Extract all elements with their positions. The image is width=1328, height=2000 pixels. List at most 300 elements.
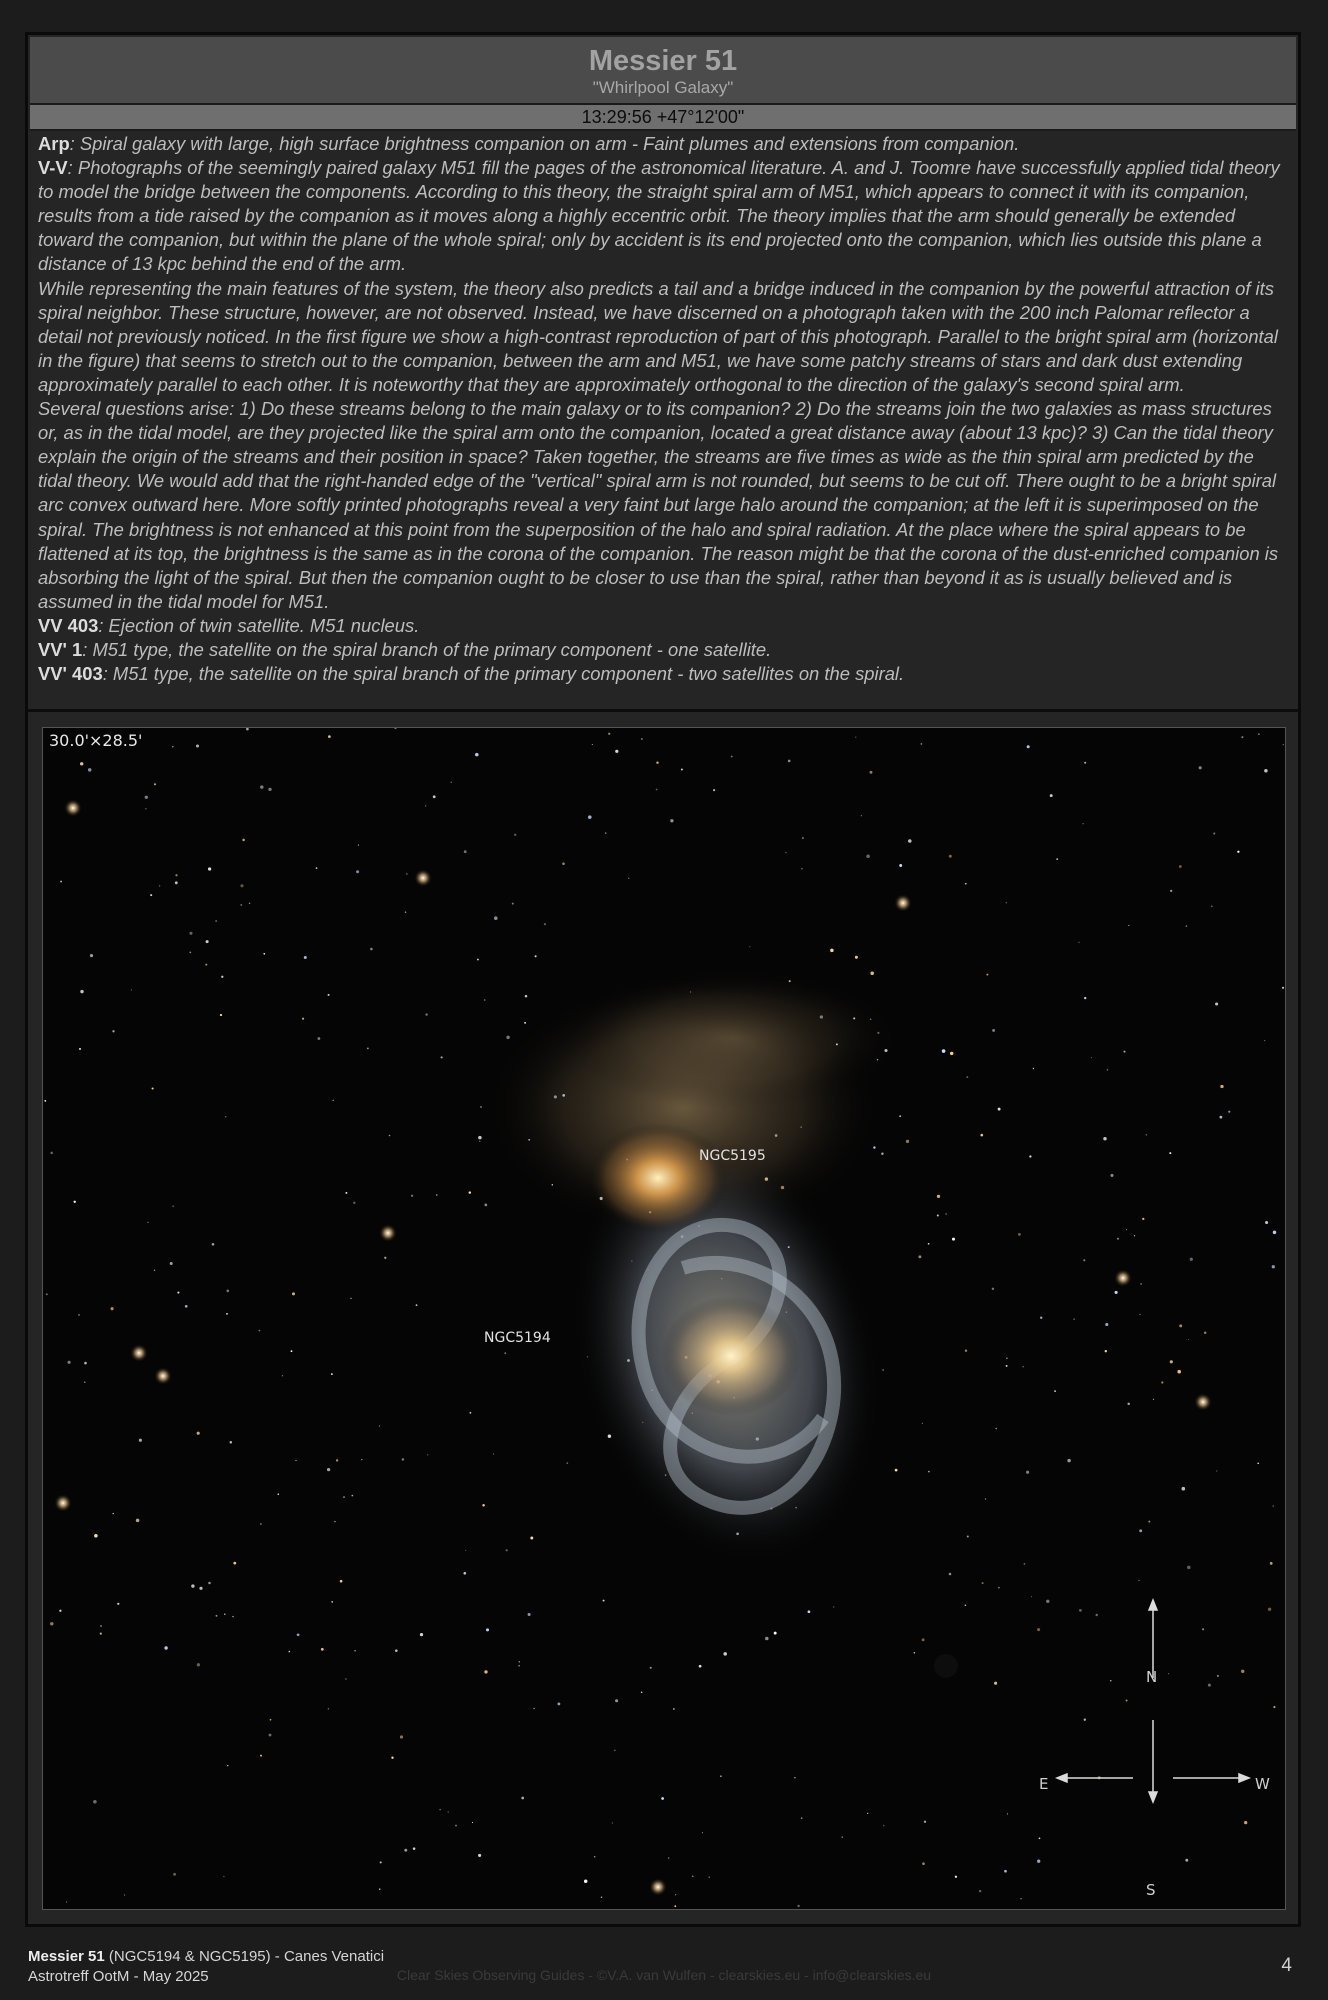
star	[808, 1610, 811, 1613]
star	[603, 1600, 605, 1602]
star	[899, 864, 902, 867]
footer-object-details: (NGC5194 & NGC5195) - Canes Venatici	[104, 1948, 385, 1965]
star	[406, 873, 407, 874]
star	[328, 994, 330, 996]
star	[379, 1426, 380, 1427]
star	[220, 1014, 222, 1016]
star	[472, 1822, 473, 1823]
star	[906, 1140, 909, 1143]
star	[197, 1432, 200, 1435]
star	[982, 1582, 984, 1584]
star	[189, 932, 192, 935]
bright-star	[379, 1224, 397, 1242]
star	[1056, 858, 1058, 860]
star	[295, 1460, 296, 1461]
star	[1161, 1381, 1163, 1383]
star	[692, 1876, 694, 1878]
bright-star	[1194, 1393, 1212, 1411]
star	[661, 1797, 664, 1800]
star	[1188, 1339, 1189, 1340]
coordinates-bar: 13:29:56 +47°12'00"	[30, 105, 1296, 131]
star	[334, 1521, 335, 1522]
star	[1153, 1399, 1154, 1400]
star	[641, 738, 642, 739]
star	[1105, 1323, 1108, 1326]
star	[331, 1373, 333, 1375]
star	[675, 1894, 676, 1895]
star	[451, 782, 452, 783]
note-tag: VV' 1	[38, 638, 83, 660]
star	[175, 881, 178, 884]
star	[1091, 1057, 1092, 1058]
star	[1190, 1258, 1193, 1261]
star	[345, 1192, 347, 1194]
star	[544, 923, 546, 925]
star	[562, 863, 565, 866]
star	[205, 964, 207, 966]
star	[788, 760, 791, 763]
star	[147, 1222, 148, 1223]
star	[594, 1856, 596, 1858]
star	[112, 1030, 114, 1032]
star	[1139, 1314, 1140, 1315]
star	[528, 1613, 531, 1616]
star	[400, 1735, 403, 1738]
star	[949, 1573, 952, 1576]
star	[268, 788, 271, 791]
star	[979, 1890, 981, 1892]
star	[464, 850, 467, 853]
star	[227, 1765, 228, 1766]
bright-star	[154, 1367, 172, 1385]
star	[1244, 1821, 1247, 1824]
star	[1083, 823, 1084, 824]
star	[942, 1049, 946, 1053]
star	[1208, 1684, 1211, 1687]
star	[955, 1876, 957, 1878]
star	[557, 1702, 560, 1705]
star	[1187, 1566, 1191, 1570]
star	[111, 1307, 114, 1310]
star	[68, 1361, 71, 1364]
star	[340, 1580, 343, 1583]
star	[673, 1708, 674, 1709]
star	[797, 1905, 799, 1907]
star	[212, 1243, 215, 1246]
star	[524, 1022, 526, 1024]
star	[494, 916, 498, 920]
star	[866, 855, 870, 859]
label-ngc5194: NGC5194	[484, 1330, 551, 1346]
star	[484, 1204, 487, 1207]
star	[59, 1610, 61, 1612]
page-title: Messier 51	[588, 45, 738, 77]
star	[681, 768, 683, 770]
star	[967, 1536, 969, 1538]
bright-star	[1114, 1269, 1132, 1287]
star	[225, 1116, 226, 1117]
star	[1024, 1563, 1026, 1565]
star	[226, 1313, 228, 1315]
star	[980, 1134, 983, 1137]
star	[441, 1056, 443, 1058]
star	[965, 1605, 967, 1607]
star	[922, 1423, 923, 1424]
star	[172, 1205, 174, 1207]
star	[208, 1582, 211, 1585]
star	[469, 1191, 471, 1193]
note-text: : Spiral galaxy with large, high surface brightness companion on arm - Faint plumes and extensions from companion.	[69, 133, 1020, 154]
star	[986, 974, 988, 976]
star	[1084, 997, 1086, 999]
star	[79, 1048, 81, 1050]
star	[1237, 851, 1239, 853]
star	[1039, 1837, 1041, 1839]
star	[702, 1832, 703, 1833]
star	[668, 1857, 669, 1858]
star	[1202, 1628, 1204, 1630]
note-paragraph	[38, 638, 1290, 662]
star	[448, 1811, 449, 1812]
star	[656, 789, 658, 791]
star	[361, 1459, 362, 1460]
star	[333, 1100, 334, 1101]
page-number: 4	[1281, 1955, 1292, 1976]
star	[292, 1292, 295, 1295]
galaxy-image	[42, 727, 1286, 1910]
star	[327, 1468, 330, 1471]
star	[928, 1471, 930, 1473]
star	[1258, 733, 1259, 734]
star	[1110, 1174, 1113, 1177]
star	[1216, 1470, 1217, 1471]
note-paragraph	[38, 277, 1290, 397]
note-text: Several questions arise: 1) Do these streams belong to the main galaxy or to its companion? 2) Do the streams join the two galaxies as mass structures or, as in the tidal model, are they projected like the spiral arm onto the companion, located a great distance away (about 13 kpc)? 3) Can the tidal theory explain the origin of the streams and their position in space? Taken together, the streams are five times as wide as the thin spiral arm predicted by the tidal theory. We would add that the right-handed edge of the "vertical" spiral arm is not rounded, but seems to be cut off. There ought to be a bright spiral arc convex outward here. More softly printed photographs reveal a very faint but large halo around the companion; at the left it is superimposed on the spiral. The brightness is not enhanced at this point from the superposition of the halo and spiral radiation. At the place where the spiral appears to be flattened at its top, the brightness is the same as in the corona of the companion. The reason might be that the corona of the dust-enriched companion is absorbing the light of the spiral. But then the companion ought to be closer to use than the spiral, rather than beyond it as is usually believed and is assumed in the tidal model for M51.	[38, 398, 1279, 612]
star	[1139, 1529, 1142, 1532]
star	[922, 1638, 925, 1641]
star	[966, 1076, 968, 1078]
star-field-image	[43, 728, 1285, 1909]
note-paragraph	[38, 156, 1290, 276]
star	[317, 1037, 320, 1040]
star	[1110, 1680, 1111, 1681]
star	[260, 1523, 262, 1525]
star	[709, 1877, 710, 1878]
description-text	[38, 132, 1290, 707]
star	[136, 1519, 140, 1523]
star	[749, 946, 750, 947]
star	[1115, 1291, 1118, 1294]
star	[1179, 1324, 1182, 1327]
star	[535, 955, 537, 957]
star	[370, 948, 373, 951]
star	[50, 1622, 53, 1625]
star	[191, 1584, 194, 1587]
star	[328, 735, 331, 738]
star	[240, 884, 243, 887]
star	[670, 819, 673, 822]
star	[230, 1441, 233, 1444]
star	[343, 1496, 345, 1498]
star	[189, 951, 191, 953]
star	[992, 1288, 994, 1290]
star	[1128, 925, 1129, 926]
star	[1054, 1390, 1056, 1392]
star	[801, 1817, 802, 1818]
star	[1117, 1238, 1119, 1240]
note-tag: V-V	[38, 157, 68, 179]
star	[985, 1498, 986, 1499]
star	[175, 874, 177, 876]
star	[1241, 736, 1243, 738]
star	[952, 1238, 955, 1241]
tidal-plume	[563, 968, 903, 1108]
star	[1217, 1675, 1219, 1677]
star	[608, 733, 610, 735]
star	[131, 989, 132, 990]
star	[100, 1632, 102, 1634]
star	[259, 1330, 261, 1332]
star	[1273, 1706, 1275, 1708]
title-box	[30, 37, 1296, 105]
star	[150, 894, 152, 896]
star	[1170, 1360, 1173, 1363]
star	[720, 1775, 722, 1777]
star	[937, 1215, 939, 1217]
star	[928, 1243, 930, 1245]
star	[159, 885, 160, 886]
star	[1182, 1487, 1186, 1491]
compass-south: S	[1146, 1881, 1156, 1899]
star	[90, 954, 93, 957]
star	[1007, 1813, 1008, 1814]
star	[328, 1708, 329, 1709]
star	[484, 1670, 487, 1673]
star	[1027, 745, 1030, 748]
star	[394, 728, 396, 729]
star	[350, 1298, 351, 1299]
ngc5194-nucleus	[661, 1296, 801, 1416]
star	[883, 1825, 884, 1826]
star	[74, 1201, 76, 1203]
star	[514, 834, 516, 836]
star	[867, 1813, 868, 1814]
star	[1079, 1609, 1082, 1612]
star	[674, 1905, 676, 1907]
star	[1273, 1231, 1276, 1234]
star	[172, 746, 173, 747]
star	[480, 1106, 481, 1107]
star	[1138, 1580, 1139, 1581]
star	[100, 1625, 102, 1627]
star	[413, 1847, 416, 1850]
star	[479, 1141, 480, 1142]
section-divider	[28, 709, 1298, 712]
star	[1272, 1265, 1275, 1268]
star	[1126, 1700, 1128, 1702]
star	[521, 1797, 524, 1800]
star	[66, 1901, 67, 1902]
star	[794, 1777, 796, 1779]
star	[506, 1549, 508, 1551]
star	[1273, 1505, 1274, 1506]
star	[44, 1100, 46, 1102]
star	[197, 1663, 200, 1666]
star	[1282, 987, 1284, 989]
compass-west: W	[1255, 1775, 1270, 1793]
star	[1103, 1137, 1106, 1140]
star	[924, 1821, 926, 1823]
star	[139, 1439, 142, 1442]
star	[302, 1018, 304, 1020]
star	[504, 1352, 506, 1354]
star	[921, 743, 923, 745]
star	[731, 756, 733, 758]
star	[242, 839, 245, 842]
star	[84, 1362, 87, 1365]
star	[1219, 1116, 1222, 1119]
star	[1046, 1600, 1049, 1603]
star	[321, 1648, 324, 1651]
star	[263, 953, 265, 955]
star	[802, 837, 804, 839]
star	[291, 1350, 293, 1352]
star	[475, 753, 479, 757]
star	[965, 1350, 967, 1352]
star	[615, 750, 618, 753]
star	[882, 1369, 884, 1371]
star	[484, 999, 486, 1001]
star	[1169, 1152, 1171, 1154]
star	[277, 1493, 279, 1495]
compass-north: N	[1146, 1668, 1158, 1686]
star	[1264, 1040, 1265, 1041]
star	[1185, 1859, 1188, 1862]
star	[1177, 1370, 1181, 1374]
star	[1168, 1673, 1169, 1674]
star	[1270, 1562, 1273, 1565]
star	[282, 1375, 283, 1376]
star	[260, 1755, 262, 1757]
star	[78, 1314, 80, 1316]
star	[1078, 942, 1079, 943]
star	[93, 1800, 97, 1804]
star	[1241, 1670, 1244, 1673]
star	[1022, 1366, 1023, 1367]
note-paragraph	[38, 132, 1290, 156]
star	[404, 1849, 407, 1852]
star	[628, 878, 629, 879]
star	[353, 1202, 355, 1204]
star	[922, 1862, 925, 1865]
star	[650, 1667, 652, 1669]
star	[1095, 1614, 1097, 1616]
star	[215, 920, 216, 921]
compass-east: E	[1039, 1775, 1049, 1793]
star	[641, 1692, 643, 1694]
star	[240, 904, 242, 906]
star	[774, 1632, 777, 1635]
star	[433, 795, 436, 798]
star	[842, 1836, 843, 1837]
star	[1179, 865, 1182, 868]
star	[336, 1459, 338, 1461]
star	[152, 1087, 154, 1089]
star	[84, 1382, 85, 1383]
bright-star	[649, 1878, 667, 1896]
star	[1050, 794, 1053, 797]
star	[601, 1897, 602, 1898]
star	[331, 1601, 333, 1603]
star	[1004, 1870, 1007, 1873]
star	[1283, 744, 1284, 745]
star	[1084, 762, 1086, 764]
star	[50, 1152, 53, 1155]
field-of-view-label: 30.0'×28.5'	[49, 731, 143, 750]
star	[1228, 1111, 1230, 1113]
compass	[1057, 1600, 1249, 1802]
star	[1040, 1316, 1042, 1318]
star	[1073, 1319, 1074, 1320]
star	[1213, 833, 1215, 835]
star	[436, 1194, 437, 1195]
star	[233, 1562, 236, 1565]
note-tag: VV' 403	[38, 663, 103, 685]
note-text: : M51 type, the satellite on the spiral branch of the primary component - one satellite.	[82, 638, 772, 660]
note-paragraph	[38, 614, 1290, 638]
star	[1170, 890, 1172, 892]
star	[833, 1606, 834, 1607]
star	[1264, 769, 1268, 773]
star	[965, 883, 967, 885]
star	[996, 1428, 997, 1429]
star	[185, 1305, 188, 1308]
star	[592, 744, 593, 745]
bright-star	[130, 1344, 148, 1362]
page-subtitle: "Whirlpool Galaxy"	[592, 78, 734, 97]
star	[1124, 1051, 1126, 1053]
star	[145, 796, 148, 799]
star	[154, 783, 156, 785]
star	[584, 1879, 588, 1883]
star	[405, 912, 406, 913]
star	[469, 1412, 471, 1414]
star	[416, 1304, 418, 1306]
star	[94, 1534, 98, 1538]
star	[173, 1873, 176, 1876]
star	[1067, 1459, 1070, 1462]
bright-star	[894, 894, 912, 912]
star	[1107, 1069, 1108, 1070]
star	[478, 1854, 481, 1857]
star	[1083, 1259, 1085, 1261]
note-tag: VV 403	[38, 614, 99, 636]
star	[525, 995, 528, 998]
star	[112, 1513, 113, 1514]
star	[1105, 1350, 1107, 1352]
note-text: : Photographs of the seemingly paired galaxy M51 fill the pages of the astronomical literature. A. and J. Toomre have successfully applied tidal theory to model the bridge between the components. According to this theory, the straight spiral arm of M51, which appears to connect it with its companion, results from a tide raised by the companion as it moves along a highly eccentric orbit. The theory implies that the arm should generally be extended toward the companion, but within the plane of the whole spiral; only by accident is its end projected onto the companion, which lies outside this plane a distance of 13 kpc behind the end of the arm.	[38, 157, 1280, 275]
star	[358, 845, 359, 846]
footer-line2: Astrotreff OotM - May 2025	[28, 1968, 209, 1985]
star	[402, 1458, 404, 1460]
star	[463, 1572, 466, 1575]
star	[950, 1052, 953, 1055]
star	[914, 1652, 916, 1654]
star	[1084, 1719, 1086, 1721]
star	[427, 1454, 428, 1455]
star	[384, 1257, 386, 1259]
star	[1127, 1403, 1129, 1405]
